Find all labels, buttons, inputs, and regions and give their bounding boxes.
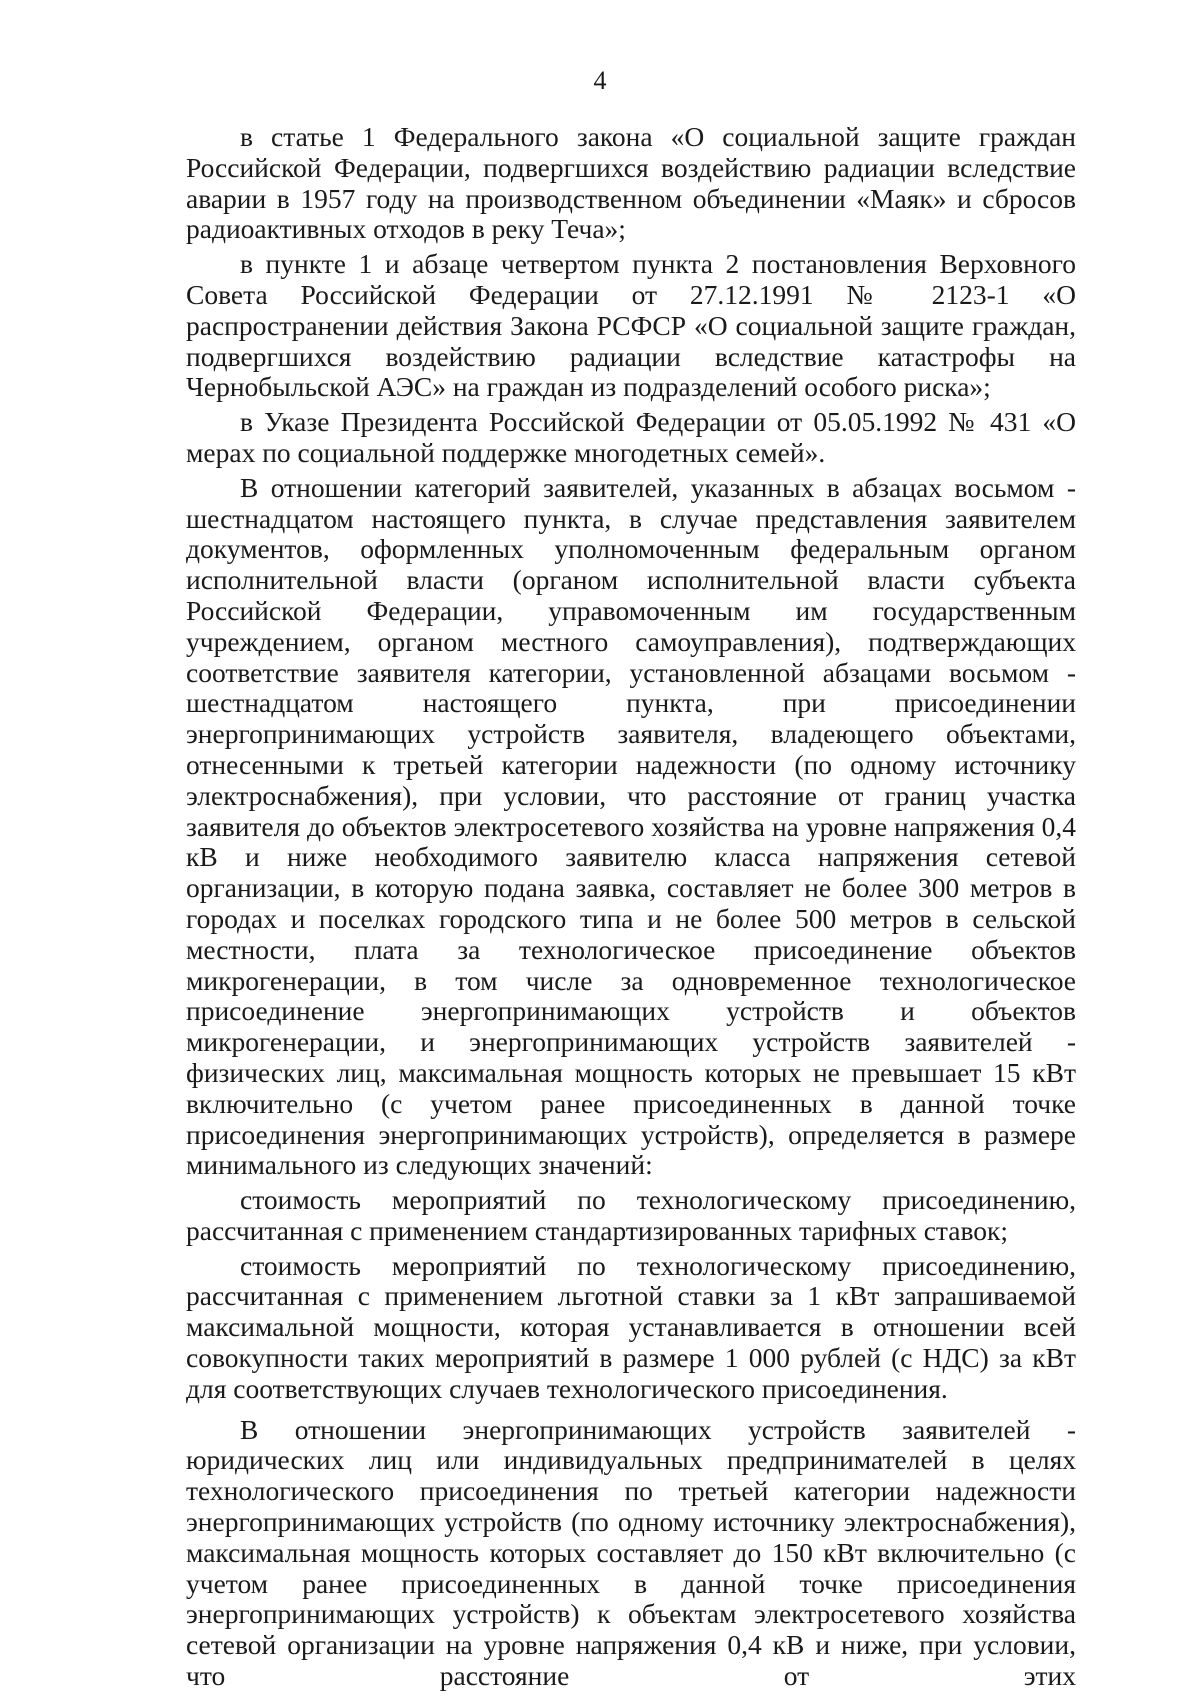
document-body <box>186 122 1076 1696</box>
paragraph-presidential-decree: в Указе Президента Российской Федерации от 05.05.1992 № 431 «О мерах по социальной поддержке многодетных семей». <box>186 406 1076 468</box>
paragraph-supreme-council-resolution: в пункте 1 и абзаце четвертом пункта 2 постановления Верховного Совета Российской Федерации от 27.12.1991 № 2123-1 «О распространении действия Закона РСФСР «О социальной защите граждан, подвергшихся воздействию радиации вследствие катастрофы на Чернобыльской АЭС» на граждан из подразделений особого риска»; <box>186 248 1076 403</box>
page-number: 4 <box>593 66 607 95</box>
paragraph-mayak-law: в статье 1 Федерального закона «О социальной защите граждан Российской Федерации, подвергшихся воздействию радиации вследствие аварии в 1957 году на производственном объединении «Маяк» и сбросов радиоактивных отходов в реку Теча»; <box>186 121 1076 245</box>
paragraph-preferential-rate-cost: стоимость мероприятий по технологическому присоединению, рассчитанная с применением льготной ставки за 1 кВт запрашиваемой максимальной мощности, которая устанавливается в отношении всей совокупности таких мероприятий в размере 1 000 рублей (с НДС) за кВт для соответствующих случаев технологического присоединения. <box>186 1249 1076 1404</box>
paragraph-legal-entities: В отношении энергопринимающих устройств заявителей - юридических лиц или индивидуальных предпринимателей в целях технологического присоединения по третьей категории надежности энергопринимающих устройств (по одному источнику электроснабжения), максимальная мощность которых составляет до 150 кВт включительно (с учетом ранее присоединенных в данной точке присоединения энергопринимающих устройств) к объектам электросетевого хозяйства сетевой организации на уровне напряжения 0,4 кВ и ниже, при условии, что расстояние от этих <box>186 1413 1076 1692</box>
paragraph-applicant-categories: В отношении категорий заявителей, указанных в абзацах восьмом - шестнадцатом настоящего пункта, в случае представления заявителем документов, оформленных уполномоченным федеральным органом исполнительной власти (органом исполнительной власти субъекта Российской Федерации, управомоченным им государственным учреждением, органом местного самоуправления), подтверждающих соответствие заявителя категории, установленной абзацами восьмом - шестнадцатом настоящего пункта, при присоединении энергопринимающих устройств заявителя, владеющего объектами, отнесенными к третьей категории надежности (по одному источнику электроснабжения), при условии, что расстояние от границ участка заявителя до объектов электросетевого хозяйства на уровне напряжения 0,4 кВ и ниже необходимого заявителю класса напряжения сетевой организации, в которую подана заявка, составляет не более 300 метров в городах и поселках городского типа и не более 500 метров в сельской местности, плата за технологическое присоединение объектов микрогенерации, в том числе за одновременное технологическое присоединение энергопринимающих устройств и объектов микрогенерации, и энергопринимающих устройств заявителей - физических лиц, максимальная мощность которых не превышает 15 кВт включительно (с учетом ранее присоединенных в данной точке присоединения энергопринимающих устройств), определяется в размере минимального из следующих значений: <box>186 471 1076 1181</box>
paragraph-standard-rates-cost: стоимость мероприятий по технологическому присоединению, рассчитанная с применением стандартизированных тарифных ставок; <box>186 1184 1076 1246</box>
